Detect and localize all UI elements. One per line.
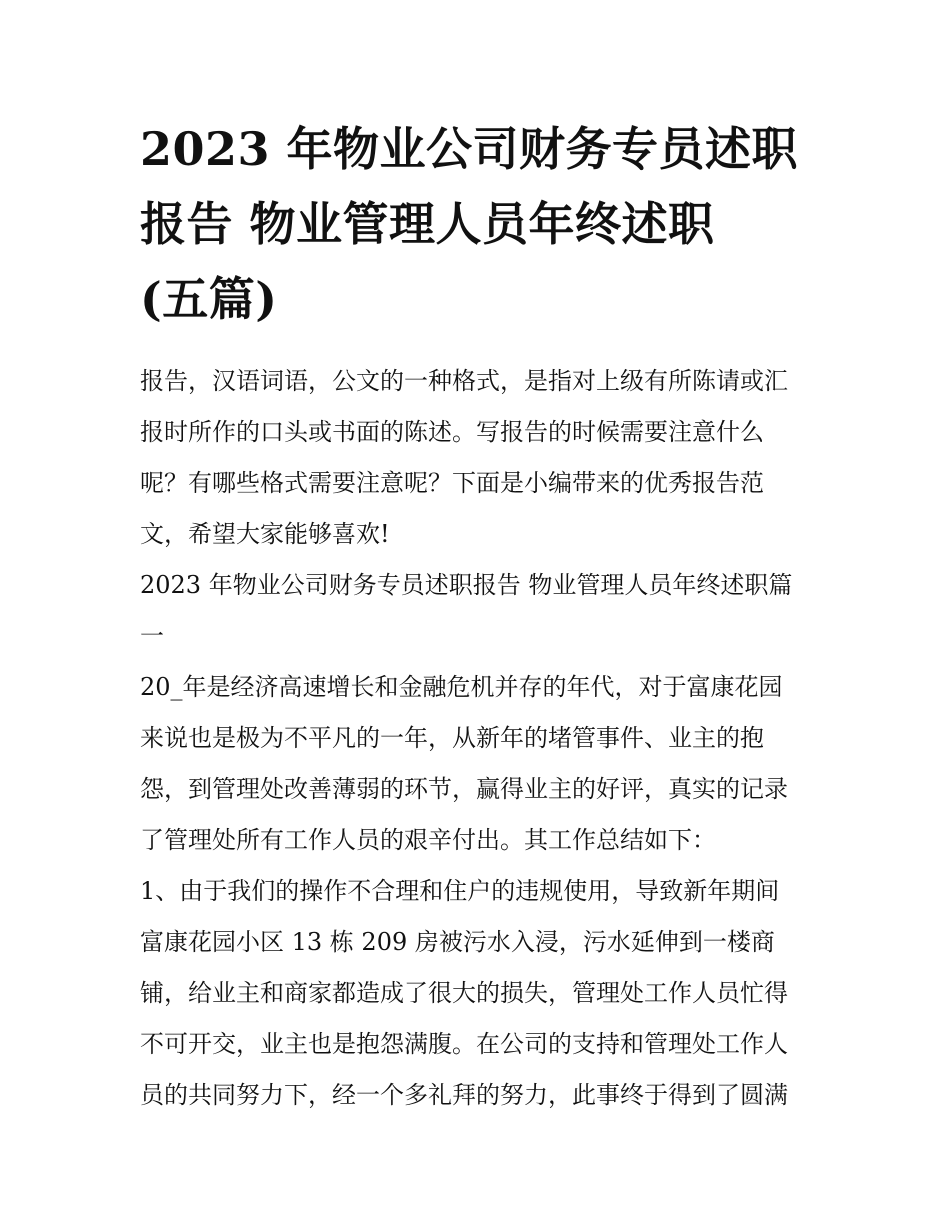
list-item-line: 员的共同努力下，经一个多礼拜的努力，此事终于得到了圆满 [140, 1081, 788, 1109]
paragraph-line: 20_年是经济高速增长和金融危机并存的年代，对于富康花园 [140, 673, 783, 701]
document-body [140, 356, 820, 1121]
paragraph-line: 怨，到管理处改善薄弱的环节，赢得业主的好评，真实的记录 [140, 775, 788, 803]
title-line: 2023 年物业公司财务专员述职 [140, 122, 799, 176]
list-item-line: 1、由于我们的操作不合理和住户的违规使用，导致新年期间 [140, 877, 780, 905]
title-line: 报告 物业管理人员年终述职 [140, 197, 715, 251]
paragraph-line: 来说也是极为不平凡的一年，从新年的堵管事件、业主的抱 [140, 724, 764, 752]
title-line: (五篇) [140, 272, 278, 326]
section-heading-line: 一 [140, 622, 164, 650]
intro-line: 呢？有哪些格式需要注意呢？下面是小编带来的优秀报告范 [140, 469, 764, 497]
intro-line: 文，希望大家能够喜欢! [140, 520, 390, 548]
intro-line: 报时所作的口头或书面的陈述。写报告的时候需要注意什么 [140, 418, 764, 446]
list-item-line: 铺，给业主和商家都造成了很大的损失，管理处工作人员忙得 [140, 979, 788, 1007]
intro-line: 报告，汉语词语，公文的一种格式，是指对上级有所陈请或汇 [140, 367, 788, 395]
document-title [140, 112, 820, 337]
paragraph-line: 了管理处所有工作人员的艰辛付出。其工作总结如下： [140, 826, 716, 854]
list-item-line: 富康花园小区 13 栋 209 房被污水入浸，污水延伸到一楼商 [140, 928, 775, 956]
section-heading-line: 2023 年物业公司财务专员述职报告 物业管理人员年终述职篇 [140, 571, 793, 599]
list-item-line: 不可开交，业主也是抱怨满腹。在公司的支持和管理处工作人 [140, 1030, 788, 1058]
